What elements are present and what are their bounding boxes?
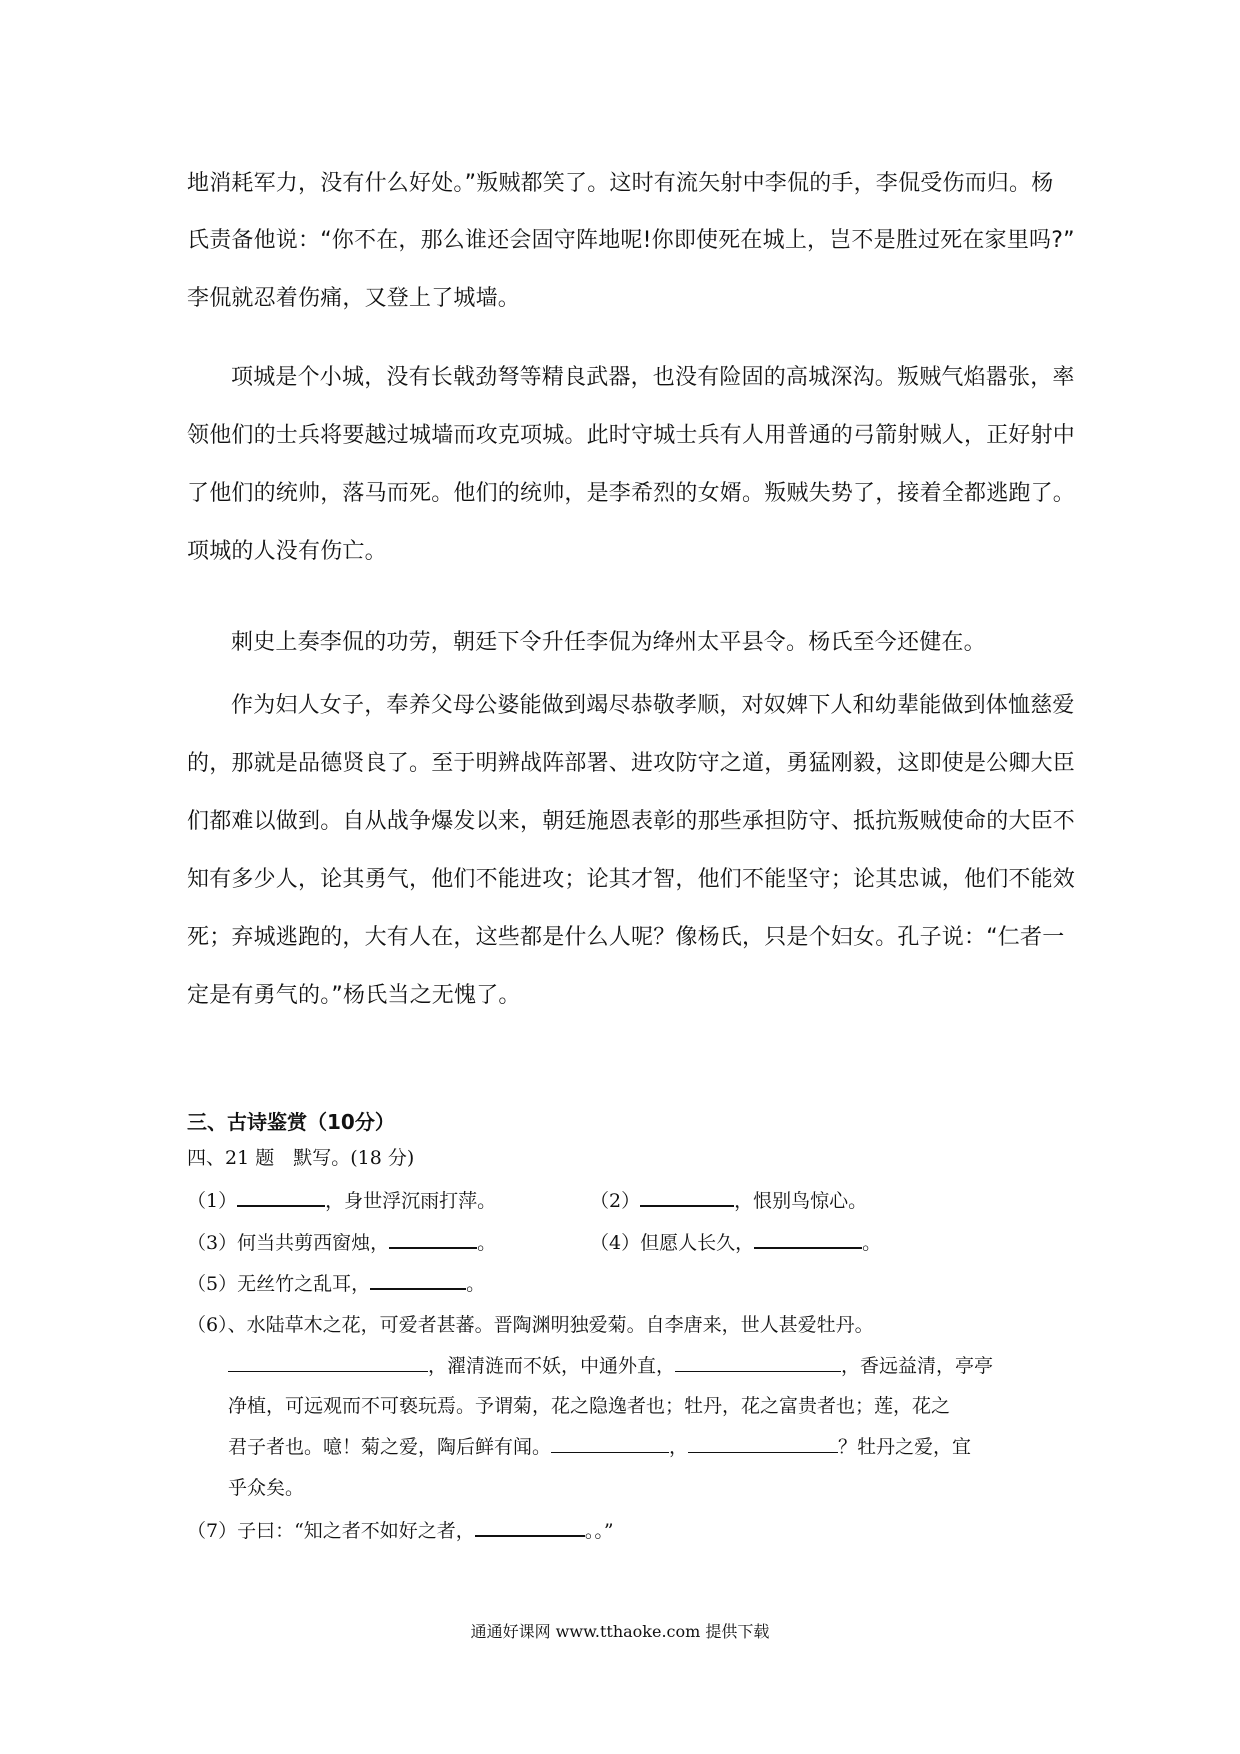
answer-blank-7[interactable]: [475, 1515, 585, 1537]
question-6-text: ？牡丹之爱，宜: [838, 1436, 972, 1458]
answer-blank-1[interactable]: [237, 1185, 325, 1207]
question-1-prefix: （1）: [187, 1190, 238, 1212]
answer-blank-6c[interactable]: [551, 1432, 669, 1453]
question-7: [187, 1515, 614, 1545]
question-4-suffix: 。: [862, 1232, 882, 1254]
text-line: 定是有勇气的。”杨氏当之无愧了。: [187, 983, 521, 1008]
question-4-prefix: （4）但愿人长久，: [590, 1232, 755, 1254]
text-line: 项城是个小城，没有长戟劲弩等精良武器，也没有险固的高城深沟。叛贼气焰嚣张，率: [231, 365, 1075, 390]
text-line: 知有多少人，论其勇气，他们不能进攻；论其才智，他们不能坚守；论其忠诚，他们不能效: [187, 867, 1076, 892]
section-title-poetry: 三、古诗鉴赏（10分）: [187, 1110, 395, 1134]
text-line: 的，那就是品德贤良了。至于明辨战阵部署、进攻防守之道，勇猛刚毅，这即使是公卿大臣: [187, 751, 1076, 776]
question-3: [187, 1227, 496, 1257]
question-2-suffix: ，恨别鸟惊心。: [734, 1190, 868, 1212]
text-line: 领他们的士兵将要越过城墙而攻克项城。此时守城士兵有人用普通的弓箭射贼人，正好射中: [187, 423, 1076, 448]
question-6-text: ，: [669, 1436, 689, 1458]
question-3-suffix: 。: [477, 1232, 497, 1254]
question-5-prefix: （5）无丝竹之乱耳，: [187, 1273, 371, 1295]
question-2: [590, 1185, 867, 1215]
question-6-line-4: [228, 1432, 971, 1462]
answer-blank-6b[interactable]: [675, 1351, 841, 1372]
answer-blank-5[interactable]: [370, 1268, 466, 1290]
text-line: 们都难以做到。自从战争爆发以来，朝廷施恩表彰的那些承担防守、抵抗叛贼使命的大臣不: [187, 809, 1076, 834]
question-6-text: ，香远益清，亭亭: [841, 1355, 994, 1377]
question-6-line-1: （6）、水陆草木之花，可爱者甚蕃。晋陶渊明独爱菊。自李唐来，世人甚爱牡丹。: [187, 1314, 874, 1336]
answer-blank-2[interactable]: [640, 1185, 734, 1207]
text-line: 了他们的统帅，落马而死。他们的统帅，是李希烈的女婿。叛贼失势了，接着全都逃跑了。: [187, 481, 1076, 506]
text-line: 地消耗军力，没有什么好处。”叛贼都笑了。这时有流矢射中李侃的手，李侃受伤而归。杨: [187, 171, 1054, 196]
text-line: 李侃就忍着伤痛，又登上了城墙。: [187, 286, 521, 311]
question-4: [590, 1227, 881, 1257]
text-line: 氏责备他说：“你不在，那么谁还会固守阵地呢!你即使死在城上，岂不是胜过死在家里吗?”: [187, 228, 1075, 253]
question-7-prefix: （7）子曰：“知之者不如好之者，: [187, 1520, 475, 1542]
question-6-line-3: 净植，可远观而不可亵玩焉。予谓菊，花之隐逸者也；牡丹，花之富贵者也；莲，花之: [228, 1395, 951, 1417]
answer-blank-6a[interactable]: [228, 1351, 428, 1372]
question-5: [187, 1268, 485, 1298]
question-1: [187, 1185, 496, 1215]
text-line: 死；弃城逃跑的，大有人在，这些都是什么人呢？像杨氏，只是个妇女。孔子说：“仁者一: [187, 925, 1065, 950]
answer-blank-6d[interactable]: [688, 1432, 838, 1453]
section-header-dictation: 四、21 题 默写。(18 分): [187, 1147, 415, 1169]
question-7-suffix: 。。”: [584, 1520, 614, 1542]
question-3-prefix: （3）何当共剪西窗烛，: [187, 1232, 390, 1254]
question-6-line-2: [228, 1351, 993, 1381]
question-6-text: 君子者也。噫！菊之爱，陶后鲜有闻。: [228, 1436, 552, 1458]
answer-blank-3[interactable]: [389, 1227, 477, 1249]
answer-blank-4[interactable]: [754, 1227, 862, 1249]
question-1-suffix: ，身世浮沉雨打萍。: [325, 1190, 497, 1212]
page-footer: 通通好课网 www.tthaoke.com 提供下载: [470, 1622, 770, 1641]
question-6-line-5: 乎众矣。: [228, 1477, 305, 1499]
text-line: 项城的人没有伤亡。: [187, 539, 387, 564]
text-line: 刺史上奏李侃的功劳，朝廷下令升任李侃为绛州太平县令。杨氏至今还健在。: [231, 630, 986, 655]
question-2-prefix: （2）: [590, 1190, 641, 1212]
question-6-text: ，濯清涟而不妖，中通外直，: [428, 1355, 676, 1377]
question-5-suffix: 。: [466, 1273, 486, 1295]
text-line: 作为妇人女子，奉养父母公婆能做到竭尽恭敬孝顺，对奴婢下人和幼辈能做到体恤慈爱: [231, 693, 1075, 718]
